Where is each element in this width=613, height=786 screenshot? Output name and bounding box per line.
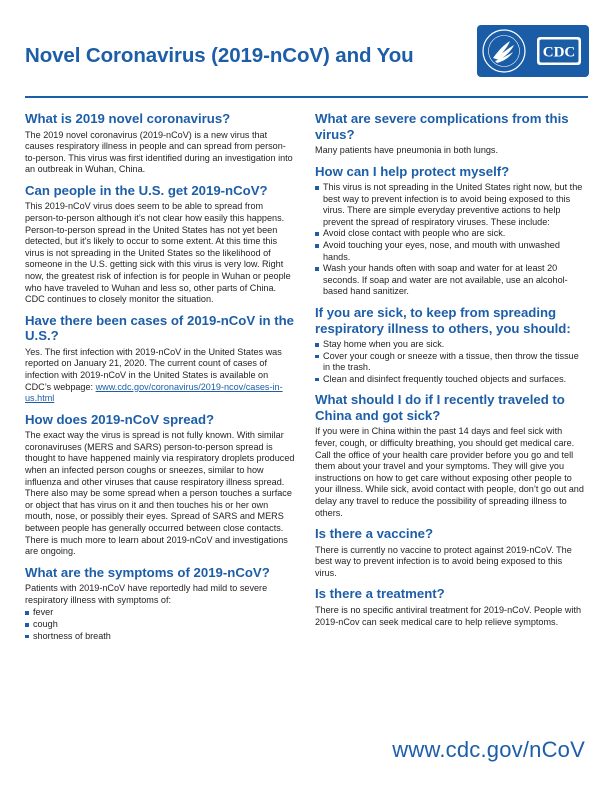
section-heading: Is there a treatment? (315, 586, 445, 602)
list-item: shortness of breath (25, 631, 295, 643)
section-heading: Is there a vaccine? (315, 526, 434, 542)
section-body (25, 347, 295, 405)
section-body: The 2019 novel coronavirus (2019-nCoV) is a new virus that causes respiratory illness in people and can spread from person-to-person. This virus was first identified during an investigation into an outbreak in Wuhan, China. (25, 129, 293, 175)
header-divider (25, 96, 588, 98)
page-title: Novel Coronavirus (2019-nCoV) and You (25, 44, 414, 67)
list-item: Avoid close contact with people who are sick. (315, 228, 585, 240)
section-heading: What are the symptoms of 2019-nCoV? (25, 564, 270, 580)
list-item: Cover your cough or sneeze with a tissue, then throw the tissue in the trash. (315, 351, 585, 374)
section-symptoms (25, 565, 295, 642)
section-if-sick (315, 305, 585, 385)
left-column (25, 111, 295, 649)
protect-list (315, 182, 585, 298)
section-what-is (25, 111, 295, 176)
cases-link[interactable]: www.cdc.gov/coronavirus/2019-ncov/cases-in-us.html (25, 381, 283, 404)
section-heading: Can people in the U.S. get 2019-nCoV? (25, 182, 268, 198)
section-body: This 2019-nCoV virus does seem to be able to spread from person-to-person although it’s not clear how easily this happens. Person-to-person spread in the United States has not yet been detected, but it’s likely to occur to some extent. At this time this virus is not spreading in the United States so the likelihood of someone in the U.S. getting sick with this virus is very low. Right now, the greatest risk of infection is for people in Wuhan or people who have traveled to Wuhan and less so, other parts of China. CDC continues to closely monitor the situation. (25, 201, 291, 305)
section-protect (315, 164, 585, 298)
section-us-cases (25, 313, 295, 405)
section-traveled (315, 392, 585, 519)
section-treatment (315, 586, 585, 628)
section-body: There is currently no vaccine to protect against 2019-nCoV. The best way to prevent infection is to avoid being exposed to this virus. (315, 544, 572, 578)
list-item: Stay home when you are sick. (315, 339, 585, 351)
hhs-cdc-logo (477, 25, 589, 77)
footer-url-link[interactable]: www.cdc.gov/nCoV (392, 737, 585, 762)
section-heading: What should I do if I recently traveled to China and got sick? (315, 392, 565, 423)
hhs-eagle-icon (477, 25, 589, 77)
section-body: Patients with 2019-nCoV have reportedly had mild to severe respiratory illness with symptoms of: (25, 583, 268, 605)
list-item: Wash your hands often with soap and water for at least 20 seconds. If soap and water are not available, use an alcohol-based hand sanitizer. (315, 263, 585, 298)
symptom-list (25, 607, 295, 642)
section-body: Many patients have pneumonia in both lungs. (315, 145, 499, 155)
list-item: This virus is not spreading in the United States right now, but the best way to prevent infection is to avoid being exposed to this virus. There are simple everyday preventive actions to help prevent the spread of respiratory viruses. These include: (315, 182, 585, 228)
section-heading: Have there been cases of 2019-nCoV in the U.S.? (25, 312, 294, 344)
section-heading: How does 2019-nCoV spread? (25, 411, 215, 427)
list-item: fever (25, 607, 295, 619)
section-heading: What are severe complications from this virus? (315, 111, 569, 142)
list-item: cough (25, 619, 295, 631)
section-vaccine (315, 526, 585, 579)
section-spread (25, 412, 295, 558)
cdc-logo-text: CDC (542, 44, 576, 61)
section-body: The exact way the virus is spread is not fully known. With similar coronaviruses (MERS and SARS) person-to-person spread is thought to have happened mainly via respiratory droplets produced when an infected person coughs or sneezes, similar to how influenza and other viruses that cause respiratory illness spread. There also may be some spread when a person touches a surface or object that has virus on it and then touches his or her own mouth, nose, or possibly their eyes. Spread of SARS and MERS between people has generally occurred between close contacts. There is much more to learn about 2019-nCoV and investigations are ongoing. (25, 430, 295, 557)
list-item: Clean and disinfect frequently touched objects and surfaces. (315, 374, 585, 386)
section-body: If you were in China within the past 14 days and feel sick with fever, cough, or difficulty breathing, you should get medical care. Call the office of your health care provider before you go and tell them about your travel and your symptoms. They will give you instructions on how to get care without exposing other people to your illness. While sick, avoid contact with people, don’t go out and delay any travel to reduce the possibility of spreading illness to others. (315, 426, 584, 518)
section-heading: How can I help protect myself? (315, 163, 510, 179)
section-heading: What is 2019 novel coronavirus? (25, 111, 231, 126)
list-item: Avoid touching your eyes, nose, and mouth with unwashed hands. (315, 240, 585, 263)
section-heading: If you are sick, to keep from spreading respiratory illness to others, you should: (315, 305, 571, 336)
section-us-risk (25, 183, 295, 306)
section-body: There is no specific antiviral treatment for 2019-nCoV. People with 2019-nCov can seek medical care to help relieve symptoms. (315, 604, 582, 627)
section-body-text: Yes. The first infection with 2019-nCoV in the United States was reported on January 21, 2020. The current count of cases of infection with 2019-nCoV in the United States is available on CDC’s webpage: (25, 346, 282, 392)
right-column (315, 111, 585, 635)
if-sick-list (315, 339, 585, 385)
section-complications (315, 111, 585, 157)
